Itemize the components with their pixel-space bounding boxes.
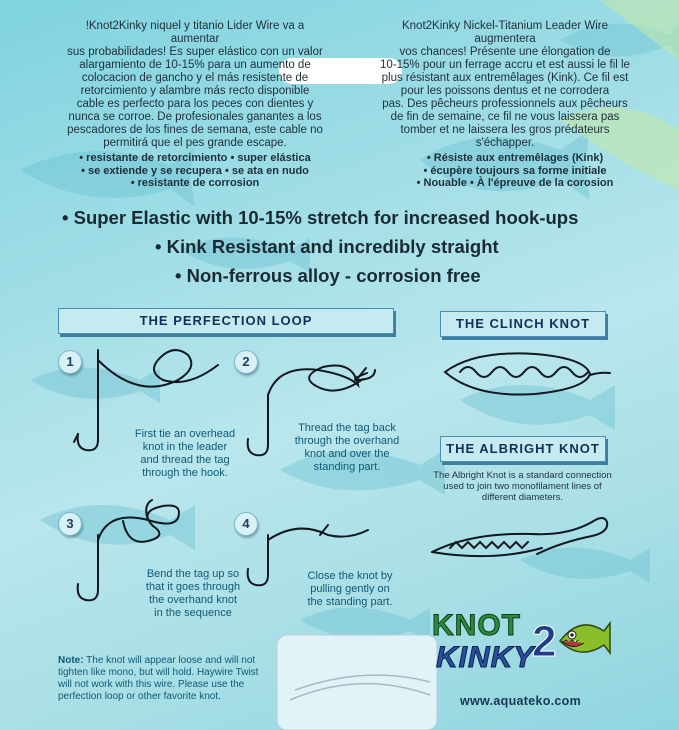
logo-knot-text: KNOT xyxy=(432,609,521,642)
fr-line: s'échapper. xyxy=(475,137,535,149)
fr-line: Knot2Kinky Nickel-Titanium Leader Wire augmentera xyxy=(401,20,608,45)
albright-knot-description xyxy=(430,470,615,503)
step-line: the overhand knot xyxy=(148,594,238,606)
step-line: and thread the tag xyxy=(140,454,230,466)
fr-line: plus résistant aux entremêlages (Kink). Ce fil est xyxy=(381,72,629,84)
es-bullet: • resistante de corrosion xyxy=(130,177,260,189)
fr-bullet: • Nouable • À l'épreuve de la corosion xyxy=(416,177,614,189)
step-line: Thread the tag back xyxy=(298,422,396,434)
wire-note xyxy=(58,655,288,703)
es-line: pescadores de los fines de semana, este cable no xyxy=(67,124,323,136)
step-line: Bend the tag up so xyxy=(146,568,240,580)
logo-2-mark: 2 xyxy=(532,617,557,666)
step-line: pulling gently on xyxy=(310,583,390,595)
es-line: sus probabilidades! Es super elástico con un valor xyxy=(67,46,323,58)
step-line: Close the knot by xyxy=(307,570,393,582)
note-line: will not work with this wire. Please use the xyxy=(58,679,245,690)
step-line: that it goes through xyxy=(145,581,241,593)
feature-kink-resistant: • Kink Resistant and incredibly straight xyxy=(155,236,499,257)
fr-line: tomber et ne laissera les gros prédateurs xyxy=(400,124,610,136)
es-line: alargamiento de 10-15% para un aumento de xyxy=(79,59,311,71)
step-2-text xyxy=(282,422,412,474)
es-line: permitirá que el pes grande escape. xyxy=(103,137,287,149)
step-line: First tie an overhead xyxy=(134,428,236,440)
step-line: through the hook. xyxy=(142,467,228,479)
albright-knot-banner: THE ALBRIGHT KNOT xyxy=(440,436,606,462)
note-label: Note: xyxy=(58,655,84,666)
step-number: 3 xyxy=(58,512,82,536)
step-line: the standing part. xyxy=(307,596,393,608)
step-line: standing part. xyxy=(313,461,381,473)
step-number: 1 xyxy=(58,350,82,374)
note-line: The knot will appear loose and will not xyxy=(86,655,256,666)
fr-line: vos chances! Présente une élongation de xyxy=(399,46,611,58)
perfection-loop-banner: THE PERFECTION LOOP xyxy=(58,308,394,334)
fr-line: pas. Des pêcheurs professionnels aux pêcheurs xyxy=(382,98,628,110)
albright-line: The Albright Knot is a standard connection xyxy=(433,470,612,481)
knot2kinky-logo xyxy=(432,605,612,685)
es-line: nunca se corroe. De profesionales ganantes a los xyxy=(68,111,322,123)
fr-bullet: • écupère toujours sa forme initiale xyxy=(423,164,607,177)
fr-line: de fin de semaine, ce fil ne vous laissera pas xyxy=(390,111,620,123)
piranha-icon xyxy=(556,611,612,667)
fr-bullet: • Résiste aux entremêlages (Kink) xyxy=(426,152,604,164)
clinch-knot-banner: THE CLINCH KNOT xyxy=(440,311,606,337)
es-bullet: • se extiende y se recupera • se ata en nudo xyxy=(81,164,309,177)
es-bullet: • resistante de retorcimiento • super elástica xyxy=(79,152,311,164)
es-line: !Knot2Kinky niquel y titanio Lider Wire va a aumentar xyxy=(85,20,305,45)
albright-line: different diameters. xyxy=(481,492,564,503)
feature-corrosion-free: • Non-ferrous alloy - corrosion free xyxy=(175,265,481,286)
step-line: knot in the leader xyxy=(142,441,228,453)
step-3-text xyxy=(128,568,258,620)
fr-line: pour les poissons dentus et ne corrodera xyxy=(400,85,610,97)
step-line: knot and over the xyxy=(304,448,390,460)
step-line: in the sequence xyxy=(154,607,232,619)
logo-kinky-text: KINKY xyxy=(436,641,535,674)
website-url: www.aquateko.com xyxy=(460,694,582,708)
es-line: colocacion de gancho y el más resistente de xyxy=(81,72,309,84)
feature-elastic: • Super Elastic with 10-15% stretch for increased hook-ups xyxy=(62,207,579,228)
note-line: perfection loop or other favorite knot. xyxy=(58,691,221,702)
es-line: retorcimiento y alambre más recto disponible xyxy=(80,85,310,97)
step-number: 4 xyxy=(234,512,258,536)
step-1-text xyxy=(125,428,245,480)
fr-line: 10-15% pour un ferrage accru et est aussi le fil le xyxy=(380,59,630,71)
step-4-text xyxy=(290,570,410,609)
albright-line: used to join two monofilament lines of xyxy=(443,481,602,492)
step-number: 2 xyxy=(234,350,258,374)
step-line: through the overhand xyxy=(294,435,400,447)
es-line: cable es perfecto para los peces con dientes y xyxy=(76,98,314,110)
note-line: tighten like mono, but will hold. Haywire Twist xyxy=(58,667,259,678)
